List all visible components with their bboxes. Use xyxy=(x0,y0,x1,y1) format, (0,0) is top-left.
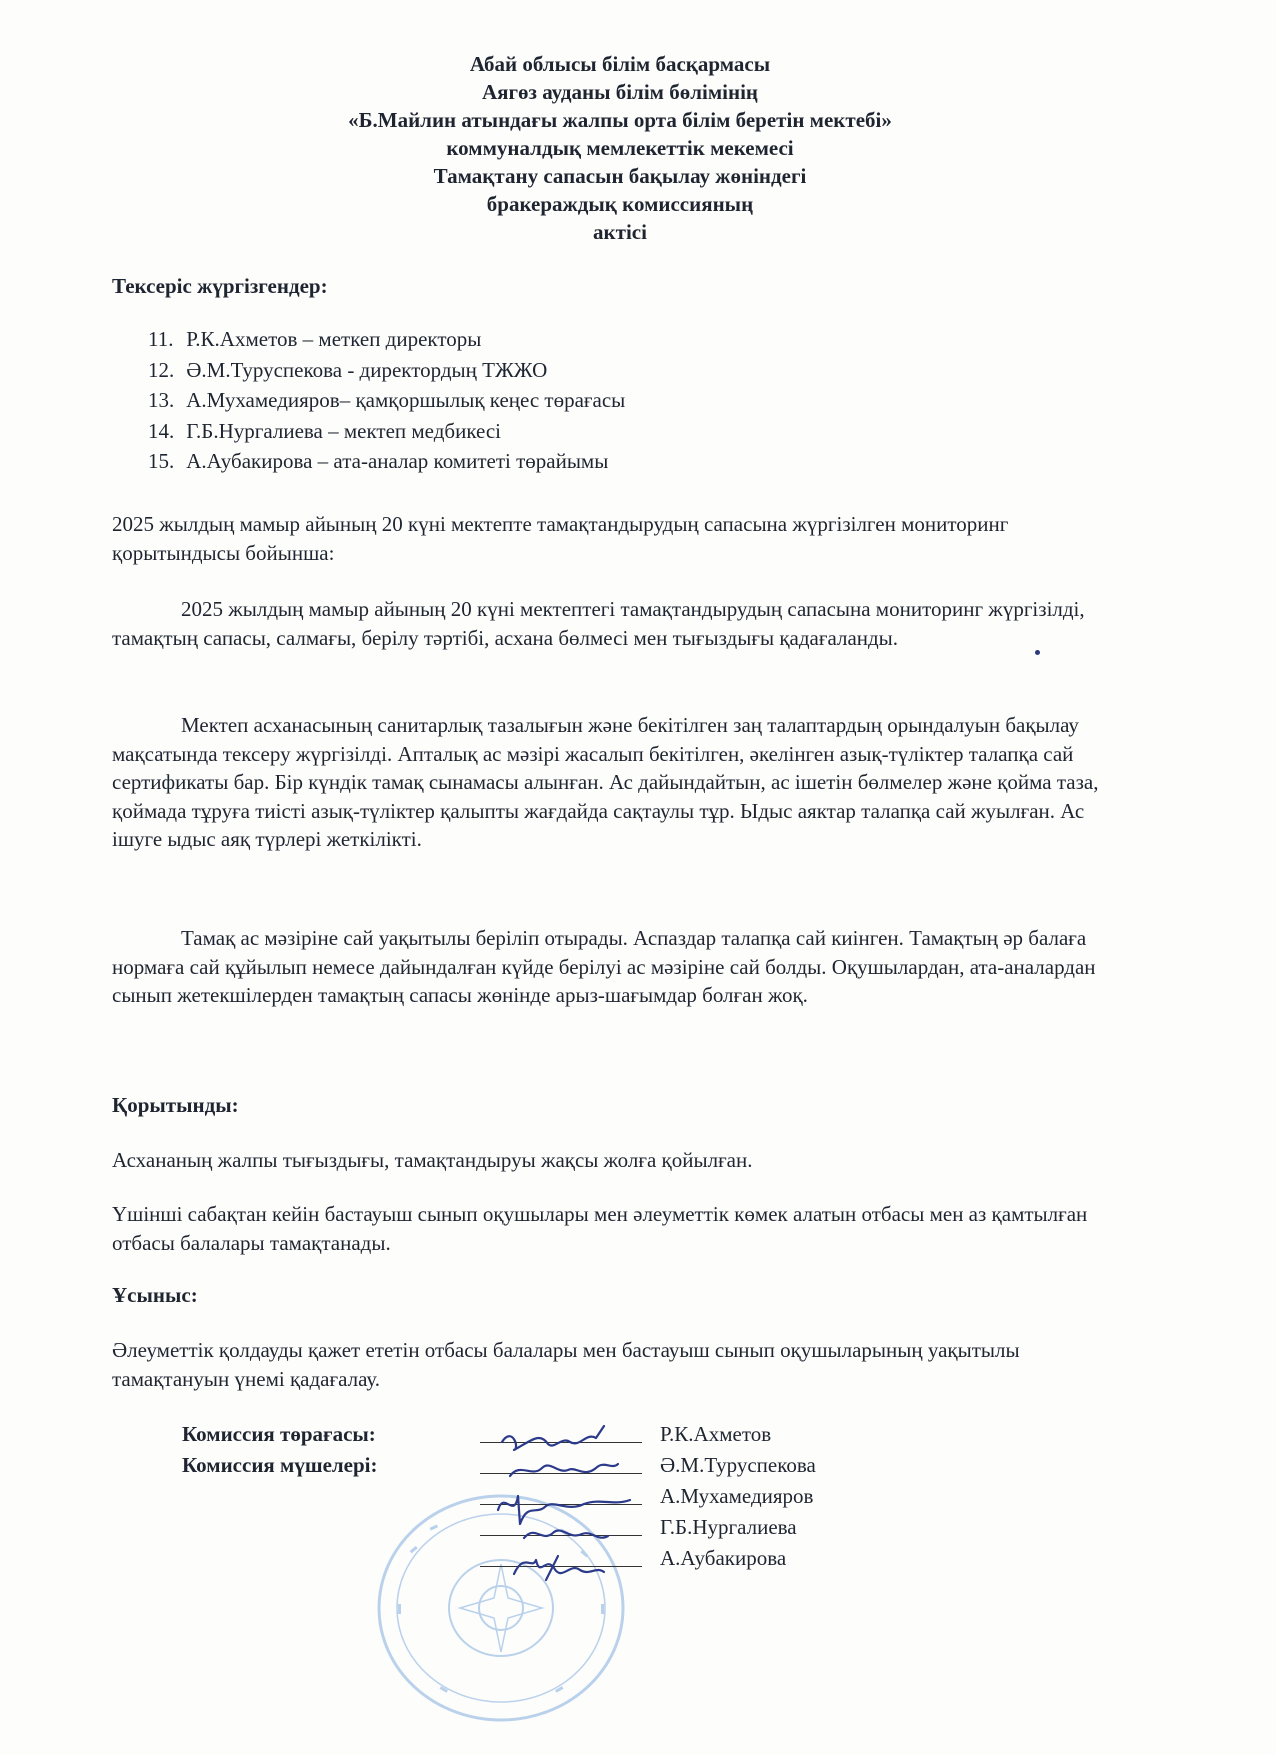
list-item-text: А.Аубакирова – ата-аналар комитеті төрайымы xyxy=(186,449,609,473)
conclusion-paragraph-1: Асхананың жалпы тығыздығы, тамақтандыруы жақсы жолға қойылған. xyxy=(112,1148,753,1172)
list-item-number: 12. xyxy=(148,357,175,382)
signatory-name: А.Аубакирова xyxy=(660,1546,787,1570)
members-label: Комиссия мүшелері: xyxy=(182,1453,378,1477)
intro-paragraph: 2025 жылдың мамыр айының 20 күні мектепте тамақтандырудың сапасына жүргізілген мониторинг қорытындысы бойынша: xyxy=(112,512,1009,565)
list-item-number: 15. xyxy=(148,449,175,473)
list-item xyxy=(148,447,625,475)
header-line-4: коммуналдық мемлекеттік мекемесі xyxy=(446,136,794,160)
signatory-name: Г.Б.Нургалиева xyxy=(660,1515,797,1539)
sanitary-paragraph: Мектеп асханасының санитарлық тазалығын және бекітілген заң талаптардың орындалуын бақылау мақсатында тексеру жүргізілді. Апталық ас мәзірі жасалып бекітілген, әкелінген азық-түліктер талапқа сай сертификаты бар. Бір күндік тамақ сынамасы алынған. Ас дайындайтын, ас ішетін бөлмелер және қойма таза, қоймада тұруға тиісті азық-түліктер қалыпты жағдайда сақтаулы тұр. Ыдыс аяктар талапқа сай жуылған. Ас ішуге ыдыс аяқ түрлері жеткілікті. xyxy=(112,713,1099,852)
list-item-text: Г.Б.Нургалиева – мектеп медбикесі xyxy=(186,418,502,443)
list-item-text: Ә.М.Туруспекова - директордың ТЖЖО xyxy=(186,357,548,382)
list-item xyxy=(148,417,625,445)
recommendation-title: Ұсыныс: xyxy=(112,1283,198,1307)
signatory-name: Р.К.Ахметов xyxy=(660,1422,772,1446)
header-line-3: «Б.Майлин атындағы жалпы орта білім беретін мектебі» xyxy=(348,108,892,132)
list-item-number: 14. xyxy=(148,418,175,443)
list-item xyxy=(148,325,625,353)
conclusion-title: Қорытынды: xyxy=(112,1093,239,1117)
list-item-text: Р.К.Ахметов – меткеп директоры xyxy=(186,327,482,351)
list-item-text: А.Мухамедияров– қамқоршылық кеңес төрағасы xyxy=(186,388,626,412)
header-line-2: Аягөз ауданы білім бөлімінің xyxy=(481,80,759,104)
header-line-6: бракераждық комиссияның xyxy=(486,192,754,216)
list-item-number: 11. xyxy=(148,327,174,351)
header-line-1: Абай облысы білім басқармасы xyxy=(469,52,771,76)
list-item xyxy=(148,356,625,384)
inspectors-list xyxy=(148,325,625,478)
monitoring-paragraph: 2025 жылдың мамыр айының 20 күні мектептегі тамақтандырудың сапасына мониторинг жүргізілді, тамақтың сапасы, салмағы, берілу тәртібі, асхана бөлмесі мен тығыздығы қадағаланды. xyxy=(112,597,1085,650)
ink-speck xyxy=(1035,650,1040,655)
signatory-name: Ә.М.Туруспекова xyxy=(660,1453,816,1477)
service-paragraph: Тамақ ас мәзіріне сай уақытылы беріліп отырады. Аспаздар талапқа сай киінген. Тамақтың әр балаға нормаға сай құйылып немесе дайындалған күйде берілуі ас мәзіріне сай болды. Оқушылардан, ата-аналардан сынып жетекшілерден тамақтың сапасы жөнінде арыз-шағымдар болған жоқ. xyxy=(112,926,1096,1008)
list-item-number: 13. xyxy=(148,388,175,412)
header-line-7: актісі xyxy=(593,220,647,244)
signatory-name: А.Мухамедияров xyxy=(660,1484,814,1508)
chair-label: Комиссия төрағасы: xyxy=(182,1422,376,1446)
recommendation-paragraph: Әлеуметтік қолдауды қажет ететін отбасы балалары мен бастауыш сынып оқушыларының уақытылы тамақтануын үнемі қадағалау. xyxy=(112,1338,1020,1391)
handwritten-signatures xyxy=(484,1420,674,1600)
conclusion-paragraph-2: Үшінші сабақтан кейін бастауыш сынып оқушылары мен әлеуметтік көмек алатын отбасы мен аз қамтылған отбасы балалары тамақтанады. xyxy=(112,1202,1088,1255)
header-line-5: Тамақтану сапасын бақылау жөніндегі xyxy=(433,164,807,188)
document-header xyxy=(0,50,1240,246)
list-item xyxy=(148,386,625,414)
inspectors-title: Тексеріс жүргізгендер: xyxy=(112,274,328,298)
